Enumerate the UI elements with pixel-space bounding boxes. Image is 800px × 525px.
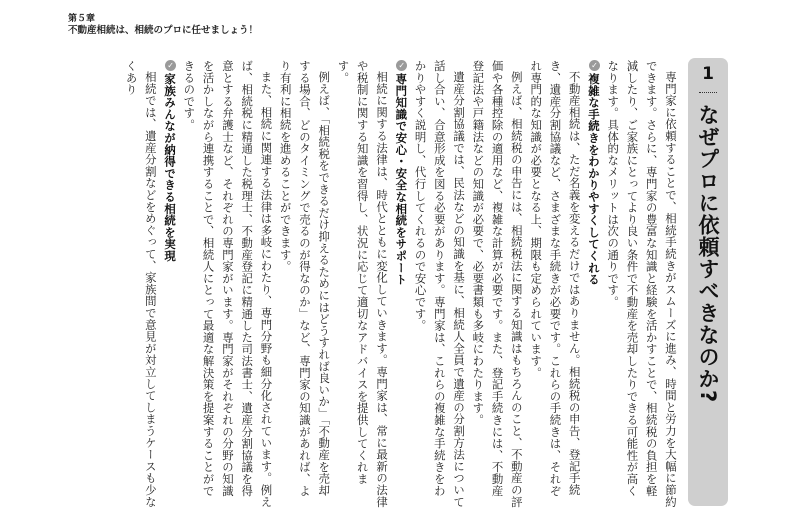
subheading-text: 家族みんなが納得できる相続を実現	[163, 73, 178, 262]
intro-paragraph: 専門家に依頼することで、相続手続きがスムーズに進み、時間と労力を大幅に節約できます。さらに、専門家の豊富な知識と経験を活かすことで、相続税の負担を軽減したり、ご家族にとってより良い条件で不動産を売却したりできる可能性が高くなります。具体的なメリットは次の通りです。	[606, 60, 678, 508]
check-circle-icon: ✓	[589, 60, 599, 71]
paragraph: 例えば、「相続税をできるだけ抑えるためにはどうすれば良いか」「不動産を売却する場合、どのタイミングで売るのが得なのか」など、専門家の知識があれば、より有利に相続を進めることができます。	[278, 60, 332, 497]
chapter-title: 不動産相続は、相続のプロに任せましょう！	[68, 25, 259, 37]
subheading-text: 専門知識で安心・安全な相続をサポート	[394, 73, 409, 286]
check-circle-icon: ✓	[397, 60, 407, 71]
paragraph: 相続では、遺産分割などをめぐって、家族間で意見が対立してしまうケースも少なくあり	[124, 60, 158, 508]
body-text	[68, 60, 680, 508]
subheading-text: 複雑な手続きをわかりやすくしてくれる	[586, 73, 601, 286]
subheading-complex-procedures	[584, 60, 603, 508]
paragraph: 例えば、相続税の申告には、相続税法に関する知識はもちろんのこと、不動産の評価や各種控除の適用など、複雑な計算が必要です。また、登記手続きには、不動産登記法や戸籍法などの知識が必要で、必要書類も多岐にわたります。	[471, 60, 524, 508]
check-circle-icon: ✓	[166, 60, 176, 71]
section-number: 1	[702, 64, 714, 84]
paragraph: また、相続に関連する法律は多岐にわたり、専門分野も細分化されています。例えば、相続税に精通した税理士、不動産登記に精通した司法書士、遺産分割協議を得意とする弁護士など、それぞれの専門家がいます。専門家がそれぞれの分野の知識を活かしながら連携することで、相続人にとって最適な解決策を提案することができるのです。	[182, 60, 274, 508]
subheading-expert-knowledge	[391, 60, 410, 508]
paragraph: 遺産分割協議では、民法などの知識を基に、相続人全員で遺産の分割方法について話し合い、合意形成を図る必要があります。専門家は、これらの複雑な手続きをわかりやすく説明し、代行してくれるので安心です。	[413, 60, 467, 508]
running-header	[68, 14, 258, 37]
paragraph: 不動産相続は、ただ名義を変えるだけではありません。相続税の申告、登記手続き、遺産分割協議など、さまざまな手続きが必要です。これらの手続きは、それぞれ専門的な知識が必要となる上、期限も定められています。	[529, 60, 582, 497]
paragraph: 相続に関する法律は、時代とともに変化していきます。専門家は、常に最新の法律や税制に関する知識を習得し、状況に応じて適切なアドバイスを提供してくれます。	[336, 60, 390, 508]
section-heading-tab	[688, 58, 728, 506]
subheading-family-agreement	[160, 60, 179, 508]
dotted-divider	[699, 92, 717, 93]
section-title: なぜプロに依頼すべきなのか?	[696, 104, 720, 404]
chapter-number: 第５章	[68, 14, 96, 24]
